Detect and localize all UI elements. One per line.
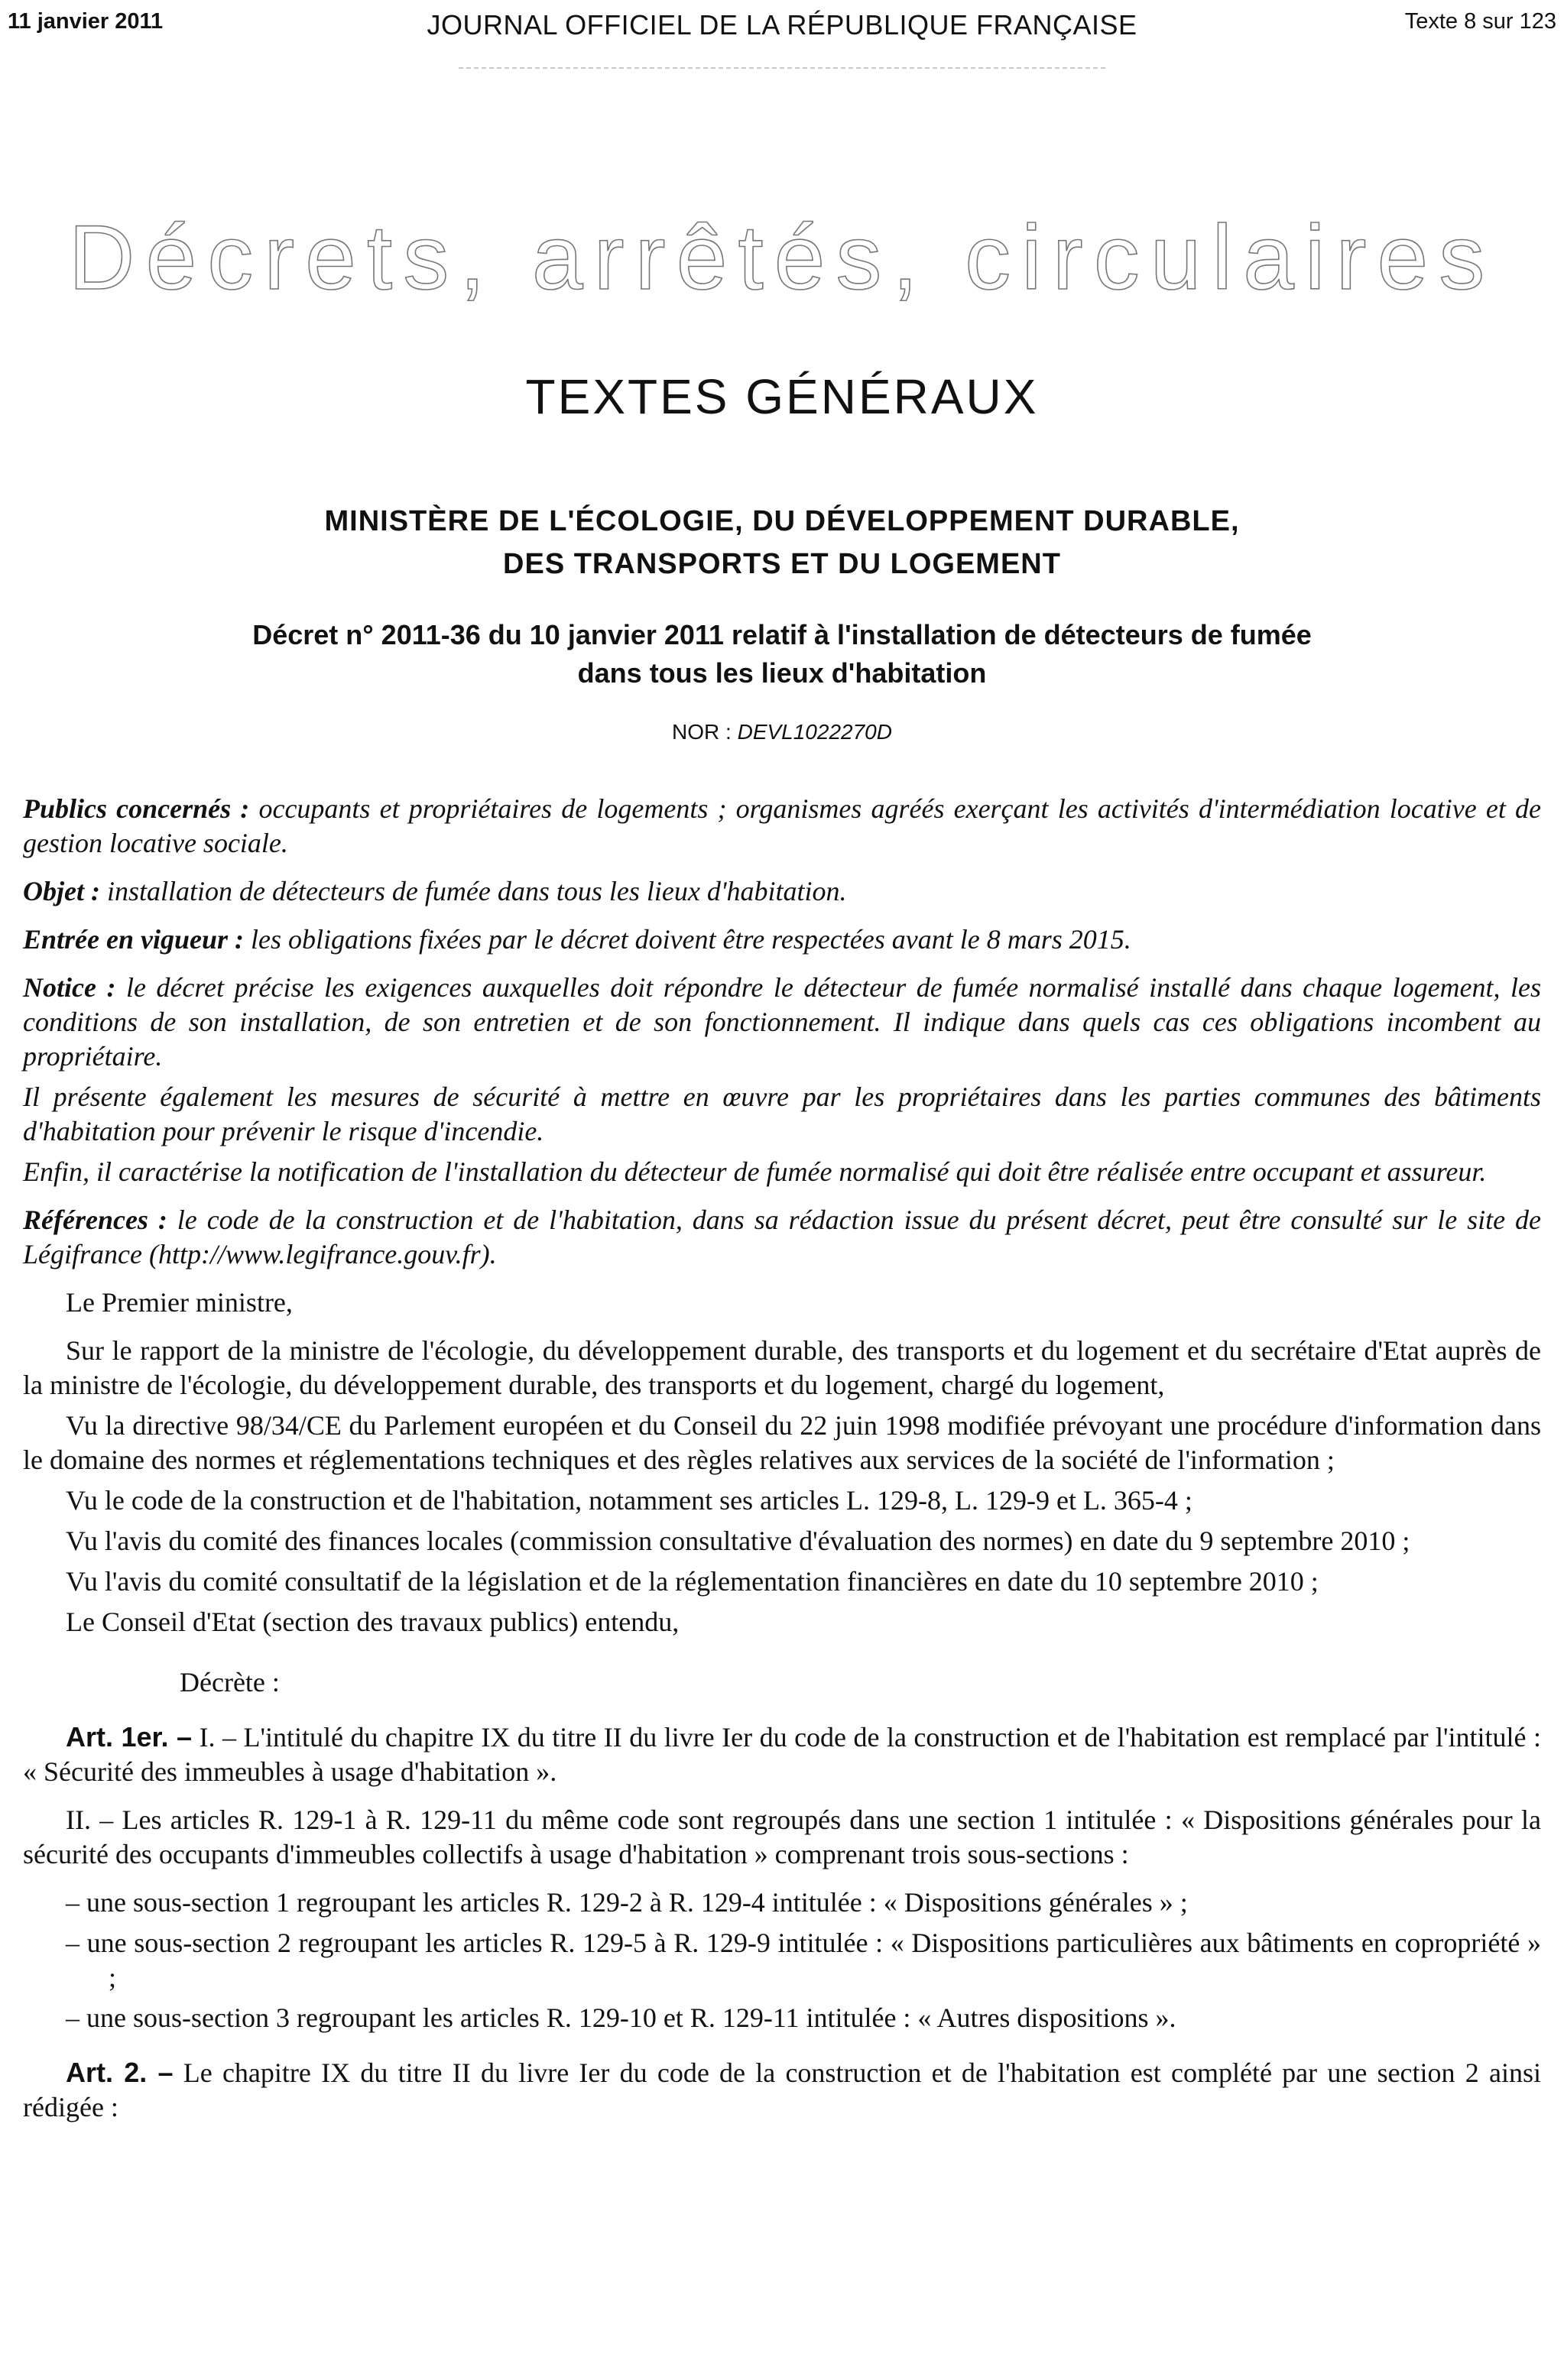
objet-text: installation de détecteurs de fumée dans tous les lieux d'habitation. (106, 876, 847, 906)
header-page-ref: Texte 8 sur 123 (1404, 9, 1556, 34)
preamble-vu-directive: Vu la directive 98/34/CE du Parlement européen et du Conseil du 22 juin 1998 modifiée prévoyant une procédure d'information dans le domaine des normes et réglementations techniques et des règles relatives aux services de la société de l'information ; (23, 1410, 1541, 1475)
decree-title (76, 616, 1488, 692)
objet-paragraph (23, 874, 1541, 909)
preamble-vu-code: Vu le code de la construction et de l'habitation, notamment ses articles L. 129-8, L. 129-9 et L. 365-4 ; (66, 1485, 1192, 1516)
notice-label: Notice : (23, 972, 116, 1003)
premier-ministre: Le Premier ministre, (66, 1287, 293, 1318)
decree-title-line-1: Décret n° 2011-36 du 10 janvier 2011 relatif à l'installation de détecteurs de fumée (252, 619, 1312, 650)
publics-label: Publics concernés : (23, 793, 250, 824)
rubric-title: Décrets, arrêtés, circulaires (68, 206, 1496, 309)
objet-label: Objet : (23, 876, 100, 906)
entree-text: les obligations fixées par le décret doivent être respectées avant le 8 mars 2015. (251, 924, 1131, 955)
article-2 (23, 2055, 1541, 2125)
references-label: Références : (23, 1205, 167, 1235)
header-journal-title: JOURNAL OFFICIEL DE LA RÉPUBLIQUE FRANÇAISE (427, 9, 1137, 41)
references-text: le code de la construction et de l'habitation, dans sa rédaction issue du présent décret, peut être consulté sur le site de Légifrance (http://www.legifrance.gouv.fr). (23, 1205, 1542, 1269)
article-2-text: Le chapitre IX du titre II du livre Ier du code de la construction et de l'habitation est complété par une section 2 ainsi rédigée : (23, 2057, 1541, 2122)
publics-paragraph (23, 792, 1541, 861)
nor-value: DEVL1022270D (737, 720, 892, 744)
decree-body (23, 792, 1541, 2138)
article-1-text: I. – L'intitulé du chapitre IX du titre II du livre Ier du code de la construction et de l'habitation est remplacé par l'intitulé : « Sécurité des immeubles à usage d'habitation ». (23, 1722, 1542, 1787)
notice-paragraph-2: Il présente également les mesures de sécurité à mettre en œuvre par les propriétaires dans les parties communes des bâtiments d'habitation pour prévenir le risque d'incendie. (23, 1081, 1541, 1146)
ministry-line-1: MINISTÈRE DE L'ÉCOLOGIE, DU DÉVELOPPEMENT DURABLE, (324, 505, 1240, 537)
notice-text: le décret précise les exigences auxquelles doit répondre le détecteur de fumée normalisé installé dans chaque logement, les conditions de son installation, de son entretien et de son fonctionnement. Il indique dans quels cas ces obligations incombent au propriétaire. (23, 972, 1542, 1072)
list-item: – une sous-section 1 regroupant les articles R. 129-2 à R. 129-4 intitulée : « Dispositions générales » ; (66, 1887, 1188, 1918)
header-date: 11 janvier 2011 (8, 9, 164, 34)
page-header (8, 9, 1556, 47)
article-1 (23, 1720, 1541, 1789)
references-paragraph (23, 1203, 1541, 1272)
preamble-vu-comite-finances: Vu l'avis du comité des finances locales (commission consultative d'évaluation des normes) en date du 9 septembre 2010 ; (66, 1526, 1410, 1556)
ministry-line-2: DES TRANSPORTS ET DU LOGEMENT (503, 548, 1061, 580)
article-2-label: Art. 2. – (66, 2057, 174, 2088)
list-item: – une sous-section 3 regroupant les articles R. 129-10 et R. 129-11 intitulée : « Autres dispositions ». (66, 2002, 1176, 2033)
nor-label: NOR : (672, 720, 732, 744)
article-1-ii: II. – Les articles R. 129-1 à R. 129-11 du même code sont regroupés dans une section 1 intitulée : « Dispositions générales pour la sécurité des occupants d'immeubles collectifs à usage d'habitation » comprenant trois sous-sections : (23, 1804, 1541, 1869)
notice-paragraph (23, 971, 1541, 1074)
preamble-vu-comite-legislation: Vu l'avis du comité consultatif de la législation et de la réglementation financières en date du 10 septembre 2010 ; (66, 1566, 1319, 1597)
preamble-rapport: Sur le rapport de la ministre de l'écologie, du développement durable, des transports et du logement et du secrétaire d'Etat auprès de la ministre de l'écologie, du développement durable, des transports et du logement, chargé du logement, (23, 1335, 1541, 1400)
nor-reference (0, 720, 1564, 744)
ministry-heading (0, 500, 1564, 585)
entree-label: Entrée en vigueur : (23, 924, 245, 955)
header-divider (459, 67, 1105, 69)
decrete-line: Décrète : (180, 1667, 280, 1697)
section-title: TEXTES GÉNÉRAUX (525, 369, 1039, 424)
preamble-conseil-etat: Le Conseil d'Etat (section des travaux publics) entendu, (66, 1607, 680, 1637)
list-item: – une sous-section 2 regroupant les articles R. 129-5 à R. 129-9 intitulée : « Dispositions particulières aux bâtiments en copropriété » ; (66, 1928, 1541, 1993)
entree-paragraph (23, 922, 1541, 957)
notice-paragraph-3: Enfin, il caractérise la notification de l'installation du détecteur de fumée normalisé qui doit être réalisée entre occupant et assureur. (23, 1156, 1487, 1187)
decree-title-line-2: dans tous les lieux d'habitation (577, 657, 987, 689)
article-1-label: Art. 1er. – (66, 1721, 193, 1753)
publics-text: occupants et propriétaires de logements ; organismes agréés exerçant les activités d'intermédiation locative et de gestion locative sociale. (23, 793, 1542, 858)
